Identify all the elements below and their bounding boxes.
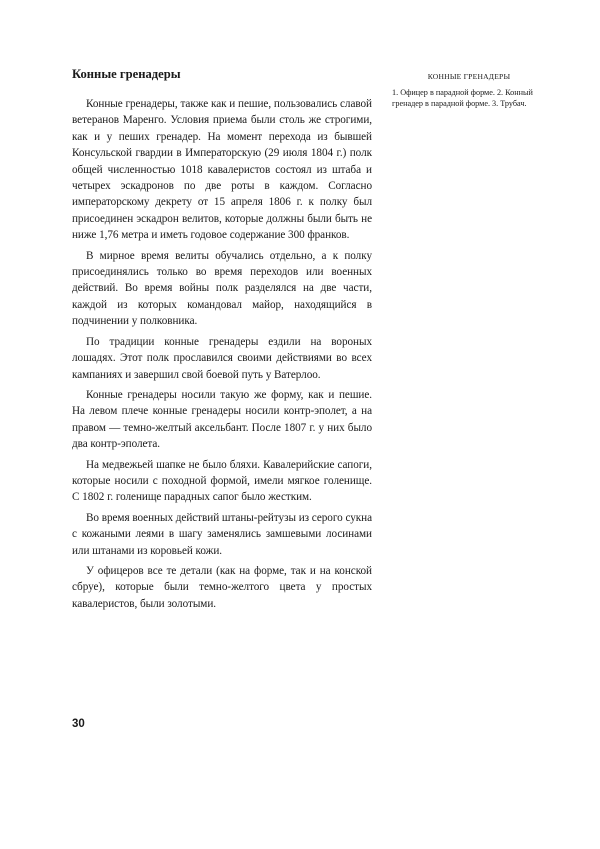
paragraph: Конные гренадеры носили такую же форму, как и пешие. На левом плече конные гренадеры носили контр-эполет, а на правом — темно-желтый аксельбант. После 1807 г. у них было два контр-эполета. — [72, 388, 372, 451]
sidebar-title: КОННЫЕ ГРЕНАДЕРЫ — [427, 72, 511, 81]
paragraph: По традиции конные гренадеры ездили на вороных лошадях. Этот полк прославился своими действиями во всех кампаниях и завершил свой боевой путь у Ватерлоо. — [72, 335, 372, 381]
page-number: 30 — [72, 718, 85, 730]
paragraph: В мирное время велиты обучались отдельно, а к полку присоединялись только во время переходов или военных действий. Во время войны полк разделялся на две части, каждой из которых командовал майор, находящийся в подчинении у полковника. — [72, 249, 372, 328]
section-heading: Конные гренадеры — [72, 67, 181, 81]
paragraph: Во время военных действий штаны-рейтузы из серого сукна с кожаными леями в шагу заменялись замшевыми лосинами или штанами из коровьей кожи. — [72, 511, 372, 557]
paragraph: На медвежьей шапке не было бляхи. Кавалерийские сапоги, которые носили с походной формой, имели мягкое голенище. С 1802 г. голенище парадных сапог было жестким. — [72, 458, 372, 504]
paragraph: У офицеров все те детали (как на форме, так и на конской сбруе), которые были темно-желтого цвета у простых кавалеристов, были золотыми. — [72, 564, 372, 610]
main-column — [72, 66, 372, 616]
figure-caption: 1. Офицер в парадной форме. 2. Конный гренадер в парадной форме. 3. Трубач. — [392, 88, 533, 108]
paragraph: Конные гренадеры, также как и пешие, пользовались славой ветеранов Маренго. Условия приема были столь же строгими, как и у пеших гренадер. На момент перехода из бывшей Консульской гвардии в Императорскую (29 июля 1804 г.) полк общей численностью 1018 кавалеристов состоял из штаба и четырех эскадронов по две роты в каждом. Согласно императорскому декрету от 15 апреля 1806 г. к полку был присоединен эскадрон велитов, которые должны были быть не ниже 1,76 метра и иметь годовое содержание 300 франков. — [72, 98, 372, 242]
sidebar-caption-block — [392, 72, 546, 109]
